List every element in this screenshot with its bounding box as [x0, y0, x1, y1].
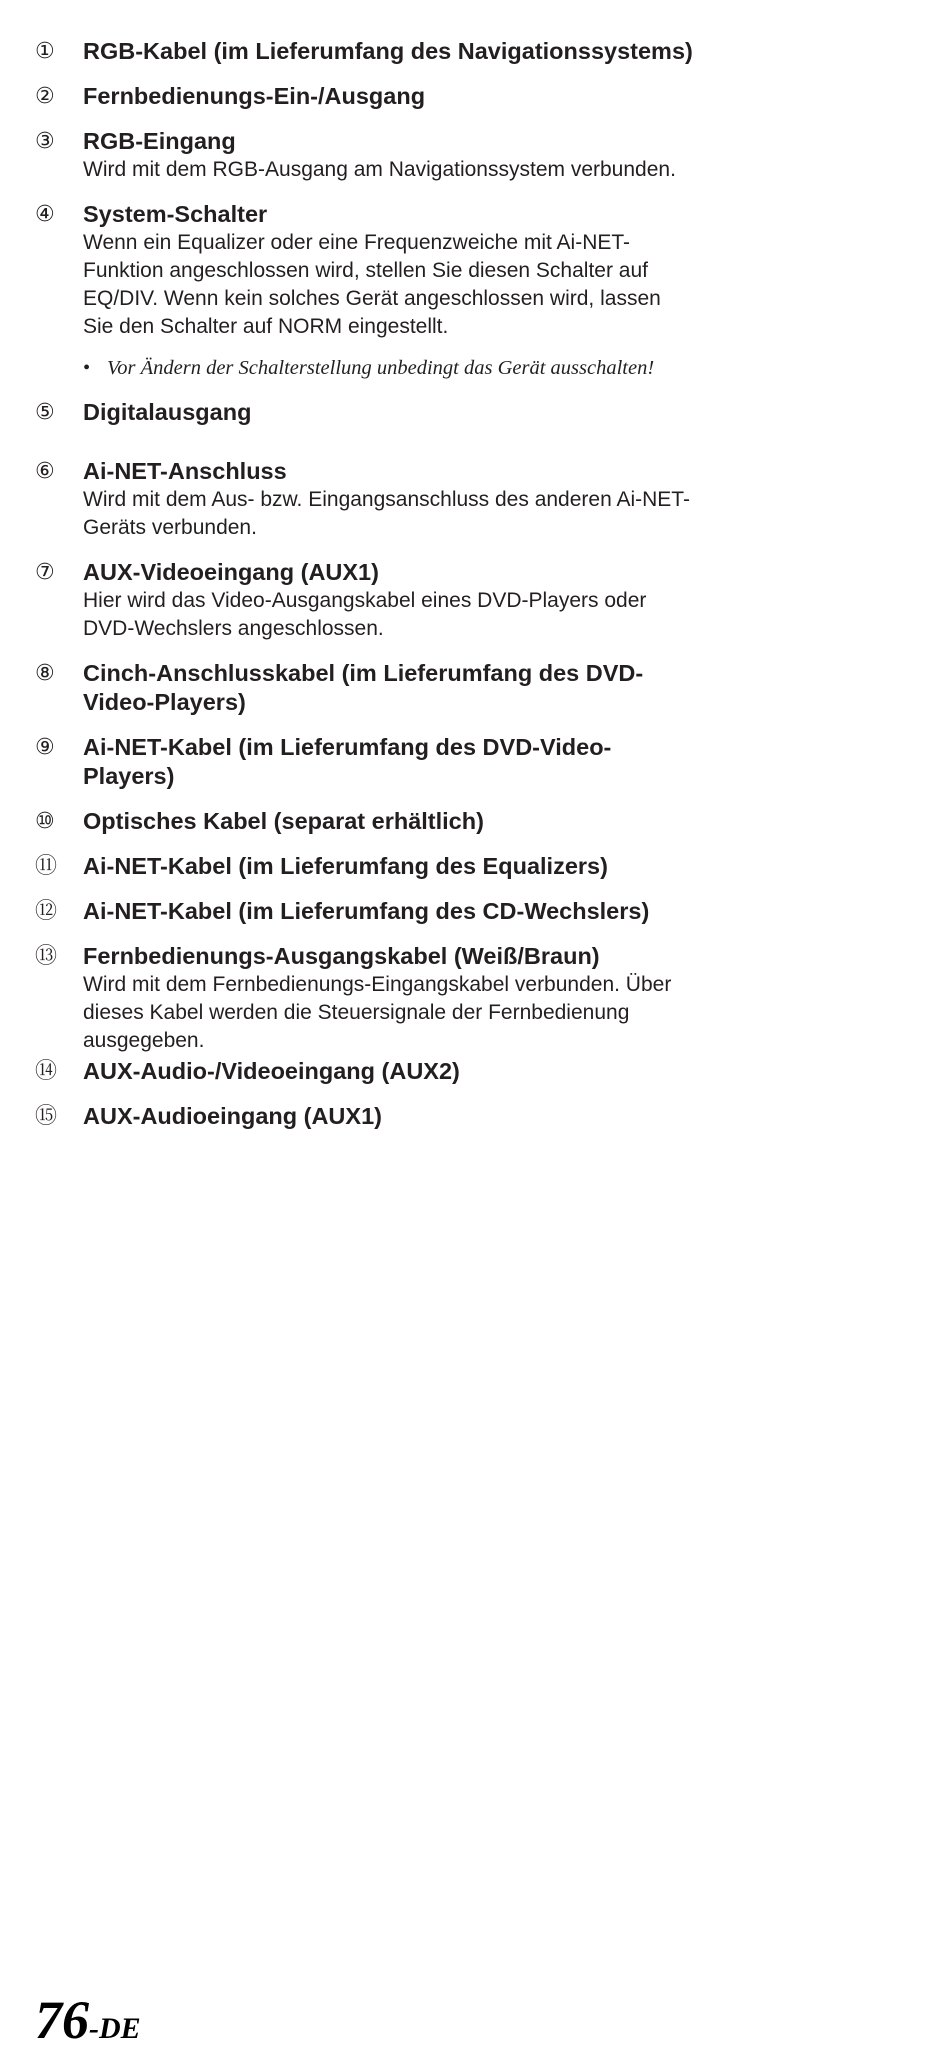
list-item: [35, 200, 695, 382]
item-title: Ai-NET-Anschluss: [83, 458, 287, 484]
item-title: Fernbedienungs-Ein-/Ausgang: [83, 83, 426, 109]
item-number: ⑨: [35, 735, 55, 760]
list-item: [35, 733, 695, 791]
item-number: ⑭: [35, 1059, 58, 1084]
item-number: ⑫: [35, 899, 58, 924]
item-title: Ai-NET-Kabel (im Lieferumfang des Equalizers): [83, 853, 608, 879]
item-title: System-Schalter: [83, 201, 268, 227]
list-item: [35, 457, 695, 542]
item-title: Digitalausgang: [83, 399, 252, 425]
item-title: RGB-Kabel (im Lieferumfang des Navigationssystems): [83, 38, 693, 64]
list-item: [35, 659, 695, 717]
list-item: [35, 942, 695, 1055]
item-number: ⑥: [35, 459, 55, 484]
item-list: [35, 37, 695, 1147]
item-number: ③: [35, 129, 55, 154]
item-number: ⑪: [35, 854, 58, 879]
item-title: RGB-Eingang: [83, 128, 236, 154]
item-title: Optisches Kabel (separat erhältlich): [83, 808, 484, 834]
item-description: Wenn ein Equalizer oder eine Frequenzweiche mit Ai-NET-Funktion angeschlossen wird, stellen Sie diesen Schalter auf EQ/DIV. Wenn kein solches Gerät angeschlossen wird, lassen Sie den Schalter auf NORM eingestellt.: [83, 231, 661, 338]
warning-note-text: Vor Ändern der Schalterstellung unbedingt das Gerät ausschalten!: [107, 357, 655, 379]
warning-note: [83, 355, 695, 382]
item-number: ⑤: [35, 400, 55, 425]
item-number: ⑮: [35, 1104, 58, 1129]
item-title: AUX-Videoeingang (AUX1): [83, 559, 379, 585]
item-description: Wird mit dem RGB-Ausgang am Navigationssystem verbunden.: [83, 158, 676, 181]
list-item: [35, 897, 695, 926]
item-number: ⑧: [35, 661, 55, 686]
list-item: [35, 82, 695, 111]
item-title: Cinch-Anschlusskabel (im Lieferumfang des DVD-Video-Players): [83, 660, 644, 715]
list-item: [35, 127, 695, 184]
item-number: ④: [35, 202, 55, 227]
item-title: Ai-NET-Kabel (im Lieferumfang des DVD-Video-Players): [83, 734, 612, 789]
list-item: [35, 398, 695, 427]
item-description: Hier wird das Video-Ausgangskabel eines DVD-Players oder DVD-Wechslers angeschlossen.: [83, 589, 647, 640]
page-number: 76: [35, 1990, 89, 2050]
item-number: ⑬: [35, 944, 58, 969]
bullet-icon: •: [83, 357, 91, 379]
item-description: Wird mit dem Fernbedienungs-Eingangskabel verbunden. Über dieses Kabel werden die Steuersignale der Fernbedienung ausgegeben.: [83, 973, 672, 1052]
list-item: [35, 807, 695, 836]
item-number: ⑩: [35, 809, 55, 834]
item-number: ②: [35, 84, 55, 109]
item-title: Fernbedienungs-Ausgangskabel (Weiß/Braun): [83, 943, 600, 969]
page-language-suffix: -DE: [89, 2012, 141, 2045]
item-description: Wird mit dem Aus- bzw. Eingangsanschluss des anderen Ai-NET-Geräts verbunden.: [83, 488, 690, 539]
list-item: [35, 558, 695, 643]
list-item: [35, 1057, 695, 1086]
item-title: AUX-Audioeingang (AUX1): [83, 1103, 382, 1129]
item-title: Ai-NET-Kabel (im Lieferumfang des CD-Wechslers): [83, 898, 650, 924]
list-item: [35, 37, 695, 66]
item-number: ⑦: [35, 560, 55, 585]
list-item: [35, 852, 695, 881]
item-number: ①: [35, 39, 55, 64]
item-title: AUX-Audio-/Videoeingang (AUX2): [83, 1058, 460, 1084]
list-item: [35, 1102, 695, 1131]
page-footer: [35, 1990, 141, 2050]
